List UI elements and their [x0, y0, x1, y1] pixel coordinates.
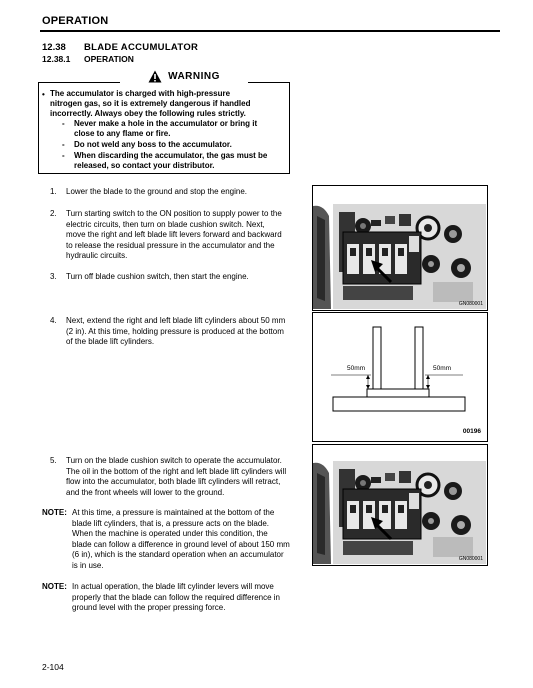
note-1-line: is in use. — [72, 560, 104, 570]
warning-rule-1a: Never make a hole in the accumulator or bring it — [74, 119, 258, 128]
left-dimension-label: 50mm — [347, 365, 366, 372]
note-1-line: At this time, a pressure is maintained at the bottom of the — [72, 508, 275, 517]
step-2-line: to release the residual pressure in the accumulator and the — [66, 240, 275, 250]
note-1-line: blade lift cylinders, that is, a pressure acts on the blade. — [72, 518, 269, 528]
step-4-line: Next, extend the right and left blade lift cylinders about 50 mm — [66, 316, 286, 325]
warning-rule-dash: - — [62, 119, 65, 128]
step-3-line: Turn off blade cushion switch, then start the engine. — [66, 272, 249, 281]
note-1-line: blade can follow a difference in ground level of about 150 mm — [72, 539, 290, 549]
warning-rule-1b: close to any flame or fire. — [74, 129, 171, 138]
note-1-line: (6 in), which is the standard operation when an accumulator — [72, 550, 284, 559]
warning-rule-dash: - — [62, 140, 65, 149]
header-divider — [40, 30, 500, 32]
step-number: 5. — [50, 456, 57, 465]
warning-line-1: The accumulator is charged with high-pressure — [50, 89, 231, 98]
step-4-line: of the blade lift cylinders. — [66, 337, 155, 346]
section-title: BLADE ACCUMULATOR — [84, 42, 199, 53]
warning-title: WARNING — [168, 70, 220, 82]
figure-code: GN080001 — [458, 301, 483, 307]
section-number: 12.38 — [42, 42, 66, 53]
warning-rule-2: Do not weld any boss to the accumulator. — [74, 140, 232, 149]
warning-bullet: • — [42, 90, 45, 99]
step-number: 4. — [50, 316, 57, 325]
warning-rule-3a: When discarding the accumulator, the gas must be — [74, 151, 268, 160]
step-number: 2. — [50, 209, 57, 218]
warning-triangle-icon — [148, 70, 162, 83]
warning-rule-dash: - — [62, 151, 65, 160]
figure-code: GN080001 — [458, 556, 483, 562]
step-2-line: Turn starting switch to the ON position to supply power to the — [66, 209, 282, 218]
control-panel-illustration — [313, 186, 486, 309]
step-4-line: (2 in). At this time, holding pressure is produced at the bottom — [66, 326, 284, 336]
warning-line-2: nitrogen gas, so it is extremely dangerous if handled — [50, 99, 251, 108]
subsection-title: OPERATION — [84, 54, 134, 64]
note-label: NOTE: — [42, 508, 67, 517]
warning-line-3: incorrectly. Always obey the following rules strictly. — [50, 109, 246, 118]
warning-header — [120, 68, 248, 84]
note-2-line: In actual operation, the blade lift cylinder levers will move — [72, 582, 274, 591]
control-panel-figure-1 — [312, 185, 488, 311]
warning-rule-3b: released, so contact your distributor. — [74, 161, 215, 170]
step-number: 1. — [50, 187, 57, 196]
note-label: NOTE: — [42, 582, 67, 591]
step-number: 3. — [50, 272, 57, 281]
right-dimension-label: 50mm — [433, 365, 452, 372]
figure-code: 00196 — [462, 428, 481, 435]
cylinder-extension-figure — [312, 312, 488, 442]
page-number: 2-104 — [42, 662, 64, 672]
subsection-number: 12.38.1 — [42, 54, 71, 64]
step-5-line: Turn on the blade cushion switch to operate the accumulator. — [66, 456, 282, 465]
step-5-line: The oil in the bottom of the right and left blade lift cylinders will — [66, 466, 287, 476]
note-1-line: When the machine is operated under this condition, the — [72, 529, 268, 538]
control-panel-figure-2 — [312, 444, 488, 566]
note-2-line: properly that the blade can follow the required difference in — [72, 592, 280, 602]
blade-cylinders-diagram — [313, 313, 486, 440]
page-header-title: OPERATION — [42, 15, 109, 27]
step-2-line: hydraulic circuits. — [66, 251, 128, 260]
control-panel-illustration — [313, 445, 486, 564]
step-1-line: Lower the blade to the ground and stop the engine. — [66, 187, 248, 196]
step-5-line: flow into the accumulator, both blade lift cylinders will retract, — [66, 477, 281, 486]
step-5-line: and the front wheels will lower to the ground. — [66, 487, 225, 497]
note-2-line: ground level with the proper pressing force. — [72, 603, 226, 612]
step-2-line: electric circuits, then turn on blade cushion switch. Next, — [66, 219, 265, 229]
step-2-line: move the right and left blade lift levers forward and backward — [66, 230, 282, 239]
